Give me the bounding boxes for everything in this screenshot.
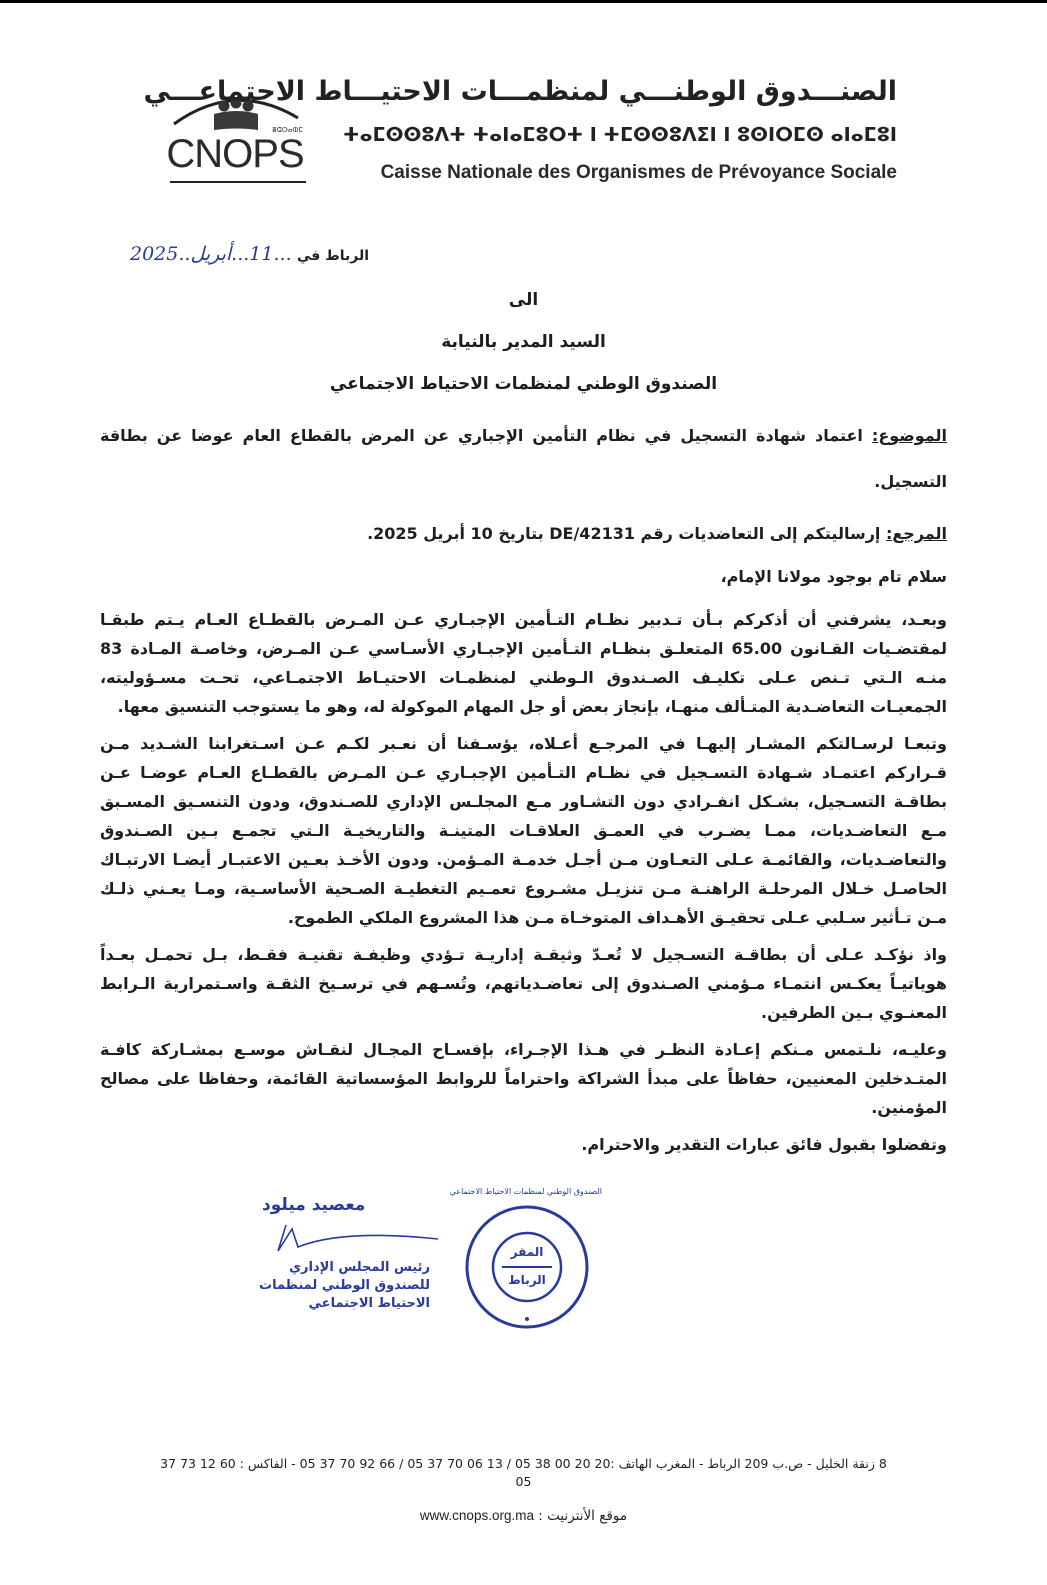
letterhead xyxy=(0,0,1047,225)
logo-wordmark: CNOPS xyxy=(166,132,304,176)
addressee-title: السيد المدير بالنيابة xyxy=(441,332,606,352)
footer-website-line xyxy=(100,1507,947,1525)
date-label: الرباط في xyxy=(297,248,370,264)
reference-text: إرساليتكم إلى التعاضديات رقم DE/42131 بتاريخ 10 أبريل 2025. xyxy=(367,524,881,543)
addressee-org: الصندوق الوطني لمنظمات الاحتياط الاجتماعي xyxy=(329,374,718,394)
date-handwritten: ...11...أبريل..2025 xyxy=(130,243,292,265)
footer-website-link[interactable]: www.cnops.org.ma xyxy=(419,1508,534,1523)
official-stamp xyxy=(449,1187,602,1337)
subject-label: الموضوع: xyxy=(871,426,947,445)
org-name-tifinagh: ⵜⴰⵎⵙⵙⵓⴷⵜ ⵜⴰⵏⴰⵎⵓⵔⵜ ⵏ ⵜⵎⵙⵙⵓⴷⵉⵏ ⵏ ⵓⵙⵏⵔⵎⵙ ⴰⵏⴰⵎⵓⵏ xyxy=(342,124,897,146)
footer xyxy=(100,1455,947,1585)
footer-address: 8 زنقة الخليل - ص.ب 209 الرباط - المغرب الهاتف :20 20 00 38 05 / 13 06 70 37 05 / 66 92 70 37 05 - الفاكس : 60 12 73 37 05 xyxy=(160,1456,887,1489)
greeting: سلام تام بوجود مولانا الإمام، xyxy=(720,567,947,586)
signatory-name: معصيد ميلود xyxy=(262,1195,366,1215)
signatory-title xyxy=(250,1259,430,1313)
letter-body xyxy=(0,225,1047,1585)
addressee-to: الى xyxy=(508,290,539,310)
body-paragraph-1: وبعـد، يشرفني أن أذكركم بـأن تـدبير نظـام التـأمين الإجبـاري عـن المـرض بالقطـاع العـام يـتم طبقـا لمقتضـيات القـانون 65.00 المتعلـق بنظـام التـأمين الإجبـاري الأسـاسي عـن المـرض، وخاصـة المـادة 83 منـه الـتي تـنص عـلى تكليـف الصـندوق الـوطني لمنظمـات الاحتيـاط الاجتمـاعي، تحـت مسـؤوليته، الجمعيـات التعاضـدية المتـألف منهـا، بإنجاز بعض أو جل المهام الموكولة له، وهو ما يستوجب التنسيق معها. xyxy=(100,610,948,716)
stamp-ring-text: الصندوق الوطني لمنظمات الاحتياط الاجتماعي xyxy=(449,1187,602,1196)
org-name-french: Caisse Nationale des Organismes de Prévoyance Sociale xyxy=(380,162,897,183)
logo-small-text: ⴻⵛⵔⴰⵀⵎ xyxy=(272,126,303,134)
subject-text: اعتماد شهادة التسجيل في نظام التأمين الإجباري عن المرض بالقطاع العام عوضا عن بطاقة التسجيل. xyxy=(100,426,947,491)
signatory-title-line-1: رئيس المجلس الإداري xyxy=(289,1260,430,1275)
stamp-seal-icon xyxy=(449,1187,602,1337)
footer-website-label: موقع الأنترنيت : xyxy=(538,1508,628,1524)
signatory-title-line-3: الاحتياط الاجتماعي xyxy=(308,1296,430,1311)
stamp-center-top: المقر xyxy=(510,1245,544,1259)
signatory-title-line-2: للصندوق الوطني لمنظمات xyxy=(259,1278,430,1293)
subject-line xyxy=(100,413,947,505)
body-paragraph-3: واذ نؤكـد عـلى أن بطاقـة التسـجيل لا تُعـدّ وثيقـة إداريـة تـؤدي وظيفـة تقنيـة فقـط، بـل تحمـل بعـداً هوياتيـاً يعكـس انتمـاء مـؤمني الصـندوق إلى تعاضـدياتهم، وتُسـهم في ترسـيخ الثقـة واسـتمرارية الـرابط المعنـوي بـين الطرفين. xyxy=(100,945,947,1022)
body-paragraph-4: وعليـه، نلـتمس مـنكم إعـادة النظـر في هـذا الإجـراء، بإفسـاح المجـال لنقـاش موسـع بمشـاركة كافـة المتـدخلين المعنيين، حفاظاً على مبدأ الشراكة واحتراماً للروابط المؤسساتية القائمة، وحفاظا على مصالح المؤمنين. xyxy=(100,1040,947,1117)
reference-line xyxy=(100,519,947,548)
body-paragraph-2: وتبعـا لرسـالتكم المشـار إليهـا في المرجـع أعـلاه، يؤسـفنا أن نعـبر لكـم عـن اسـتغرابنا الشـديد مـن قـراركم اعتمـاد شـهادة التسـجيل في نظـام التـأمين الإجبـاري عـن المـرض بالقطـاع العـام عوضـا عـن بطاقـة التسـجيل، بشـكل انفـرادي دون التشـاور مـع المجلـس الإداري للصـندوق، ودون التنسـيق المسـبق مـع التعاضـديات، ممـا يضـرب في العمـق العلاقـات المتينـة والتاريخيـة الـتي تجمـع بـين الصـندوق والتعاضـديات، والقائمـة عـلى التعـاون مـن أجـل خدمـة المـؤمن. ودون الأخـذ بعـين الاعتبـار أيضـا الارتبـاك الحاصـل خـلال المرحلـة الراهنـة مـن تنزيـل مشـروع تعمـيم التغطيـة الصـحية الأساسـية، ومـا يعـني ذلـك مـن تـأثير سـلبي عـلى تحقيـق الأهـداف المتوخـاة مـن هذا المشروع الملكي الطموح. xyxy=(100,734,947,927)
stamp-center-bottom: الرباط xyxy=(508,1273,546,1287)
org-name-arabic: الصنـــدوق الوطنـــي لمنظمـــات الاحتيـــاط الاجتماعـــي xyxy=(143,76,897,107)
reference-label: المرجع: xyxy=(885,524,947,543)
date-line xyxy=(100,243,947,265)
handwritten-signature-icon xyxy=(262,1221,442,1257)
closing-line: وتفضلوا بقبول فائق عبارات التقدير والاحترام. xyxy=(581,1135,947,1154)
signature-block xyxy=(100,1187,947,1385)
